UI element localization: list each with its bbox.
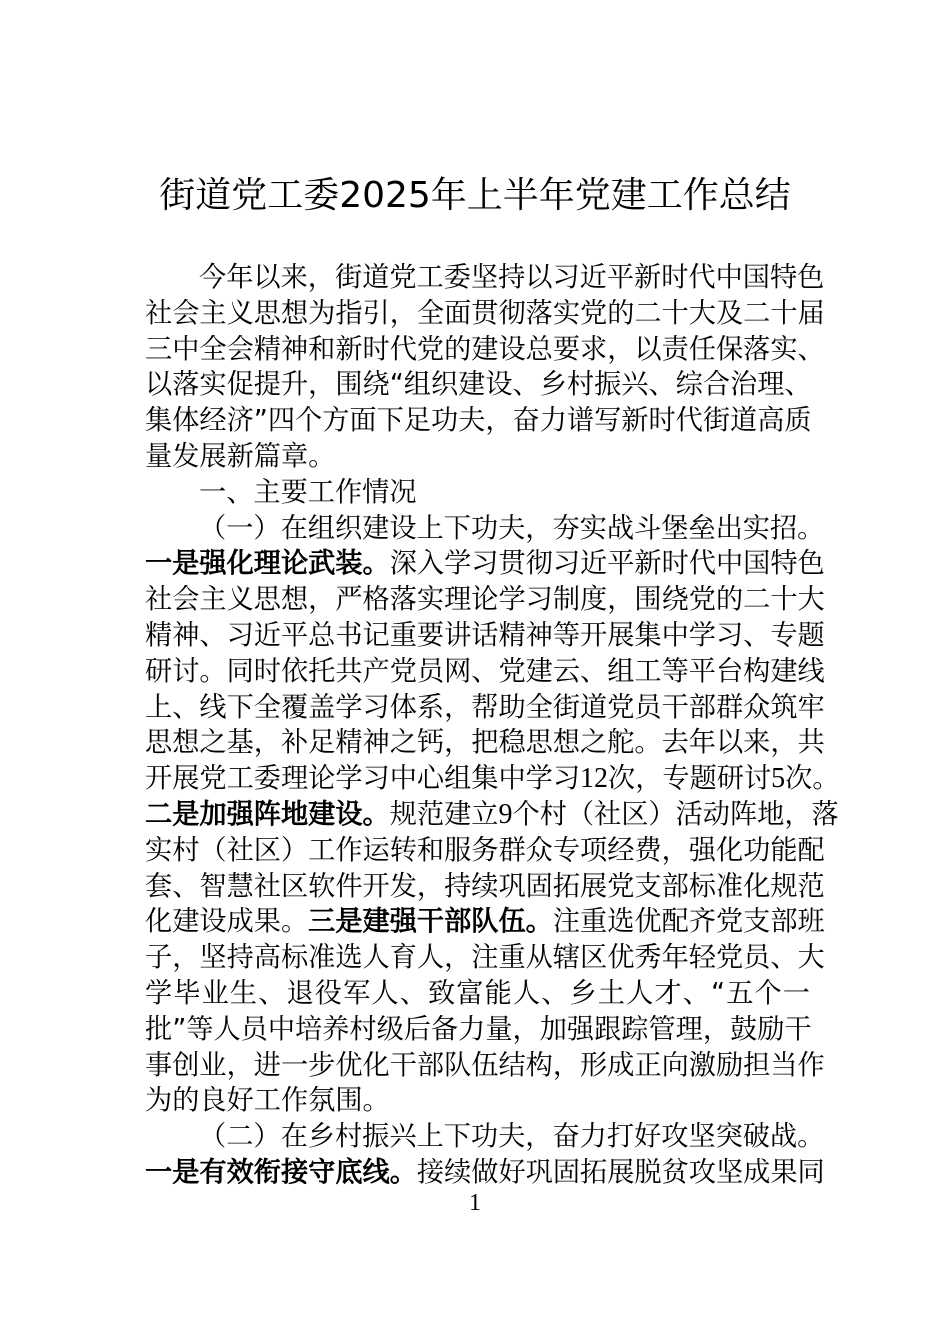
body-line (145, 439, 810, 475)
text-run: 规范建立 (389, 798, 499, 830)
text-run: 深入学习贯彻习近平新时代中国特色 (389, 548, 825, 580)
text-run: 次。 (785, 763, 840, 795)
text-run: 一、主要工作情况 (199, 476, 417, 508)
text-run: 社会主义思想，严格落实理论学习制度，围绕党的二十大 (145, 584, 825, 616)
body-line (145, 654, 825, 690)
body-line (145, 1155, 825, 1191)
document-title: 街道党工委2025年上半年党建工作总结 (159, 175, 791, 216)
body-line (145, 761, 840, 797)
text-run: （二）在乡村振兴上下功夫，奋力打好攻坚突破战。 (199, 1121, 825, 1153)
bold-lead-phrase: 一是强化理论武装。 (145, 548, 390, 580)
body-line (145, 725, 825, 761)
body-line (145, 904, 825, 940)
body-line (145, 403, 810, 439)
text-run: 接续做好巩固拓展脱贫攻坚成果同 (416, 1156, 825, 1188)
body-line (145, 582, 825, 618)
text-run: 子，坚持高标准选人育人，注重从辖区优秀年轻党员、大 (145, 942, 825, 974)
text-run: 为的良好工作氛围。 (145, 1085, 390, 1117)
text-run: 集体经济”四个方面下足功夫，奋力谱写新时代街道高质 (145, 405, 812, 437)
bold-lead-phrase: 三是建强干部队伍。 (308, 906, 553, 938)
text-run: 社会主义思想为指引，全面贯彻落实党的二十大及二十届 (145, 297, 825, 329)
text-run: 研讨。同时依托共产党员网、党建云、组工等平台构建线 (145, 655, 825, 687)
number-run: 5 (771, 763, 786, 795)
body-line (145, 869, 825, 905)
text-run: 量发展新篇章。 (145, 440, 336, 472)
page-number: 1 (469, 1190, 481, 1216)
body-line (145, 1083, 810, 1119)
text-run: 今年以来，街道党工委坚持以习近平新时代中国特色 (199, 262, 825, 293)
bold-lead-phrase: 一是有效衔接守底线。 (145, 1156, 417, 1188)
text-run: 注重选优配齐党支部班 (552, 906, 825, 938)
body-line (145, 367, 810, 403)
body-line (145, 976, 810, 1012)
body-line (145, 1012, 810, 1048)
body-line (145, 1048, 825, 1084)
text-run: 三中全会精神和新时代党的建设总要求，以责任保落实、 (145, 333, 825, 365)
number-run: 12 (580, 763, 609, 795)
text-run: 个村（社区）活动阵地，落 (512, 798, 839, 830)
body-line (145, 546, 825, 582)
body-line (145, 833, 825, 869)
text-run: 以落实促提升，围绕“组织建设、乡村振兴、综合治理、 (145, 369, 812, 401)
body-line (145, 690, 825, 726)
subsection-heading (145, 1119, 825, 1155)
subsection-heading (145, 511, 825, 547)
number-run: 9 (498, 798, 513, 830)
text-run: 实村（社区）工作运转和服务群众专项经费，强化功能配 (145, 834, 825, 866)
text-run: 上、线下全覆盖学习体系，帮助全街道党员干部群众筑牢 (145, 691, 825, 723)
document-body (145, 260, 840, 1191)
body-line (145, 797, 839, 833)
text-run: 事创业，进一步优化干部队伍结构，形成正向激励担当作 (145, 1049, 825, 1081)
text-run: 思想之基，补足精神之钙，把稳思想之舵。去年以来，共 (145, 727, 825, 759)
text-run: 次，专题研讨 (608, 763, 772, 795)
text-run: 精神、习近平总书记重要讲话精神等开展集中学习、专题 (145, 619, 825, 651)
text-run: （一）在组织建设上下功夫，夯实战斗堡垒出实招。 (199, 512, 825, 544)
body-line (145, 618, 825, 654)
body-line (145, 260, 825, 296)
section-heading (145, 475, 810, 511)
body-line (145, 332, 825, 368)
bold-lead-phrase: 二是加强阵地建设。 (145, 798, 390, 830)
body-line (145, 940, 825, 976)
text-run: 化建设成果。 (145, 906, 309, 938)
text-run: 套、智慧社区软件开发，持续巩固拓展党支部标准化规范 (145, 870, 825, 902)
body-line (145, 296, 825, 332)
text-run: 学毕业生、退役军人、致富能人、乡土人才、“五个一 (145, 977, 810, 1009)
text-run: 批”等人员中培养村级后备力量，加强跟踪管理，鼓励干 (145, 1013, 812, 1045)
text-run: 开展党工委理论学习中心组集中学习 (145, 763, 581, 795)
